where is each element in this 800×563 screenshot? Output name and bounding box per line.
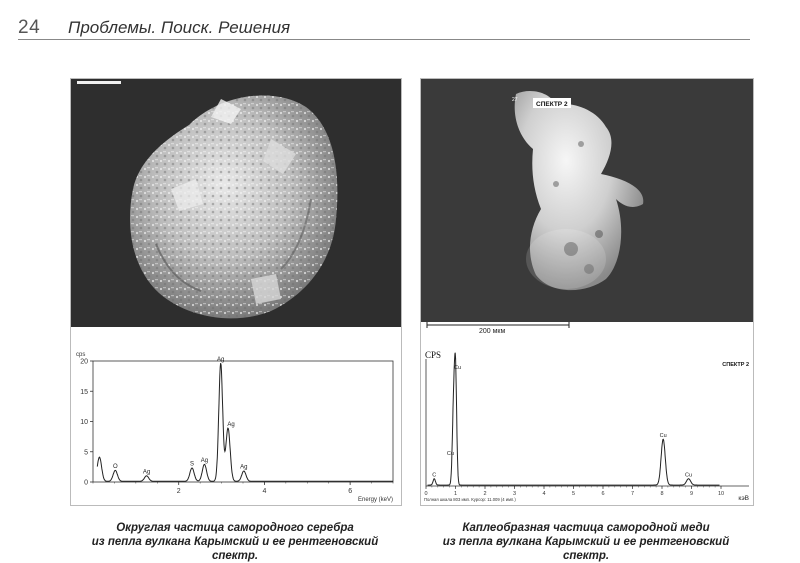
y-tick-label: 0 [84,479,88,487]
spectrum-panel [71,327,401,505]
header-rule [18,39,750,40]
caption-right-line2: из пепла вулкана Карымский и ее рентгеновский спектр. [442,536,730,562]
peak-label: Ag [227,421,235,428]
peak-label: Cu [685,472,693,479]
scale-bar-label: 200 мкм [479,328,506,335]
caption-right-line1: Каплеобразная частица самородной меди [462,522,710,534]
caption-left-line1: Округлая частица самородного серебра [116,522,354,534]
image-marker: 27 [512,97,518,103]
x-tick-label: 8 [660,491,664,497]
figure-right [420,78,754,506]
spectrum-legend: СПЕКТР 2 [722,362,749,368]
page-number: 24 [18,17,41,38]
x-tick-label: 7 [630,491,635,497]
x-tick-label: 4 [542,491,546,497]
right-figure-svg [421,79,753,505]
x-tick-label: 2 [483,491,487,497]
x-tick-label: 9 [689,491,694,497]
peak-label: Cu [446,450,454,457]
peak-label: C [432,472,437,479]
peak-label: S [189,461,195,468]
journal-title: Проблемы. Поиск. Решения [68,18,291,37]
scale-bar [77,81,121,84]
x-unit-label: кэВ [738,495,749,502]
cps-label: CPS [425,350,442,360]
peak-label: Ag [200,458,209,465]
x-axis-label: Energy (keV) [357,497,393,503]
y-unit-label: cps [76,352,86,358]
spectrum-panel [421,322,753,505]
peak-label: O [112,464,118,471]
figure-left [70,78,402,506]
image-spectrum-label: СПЕКТР 2 [536,101,568,108]
page-header [0,0,800,40]
y-tick-label: 5 [84,449,88,457]
caption-left-line2: из пепла вулкана Карымский и ее рентгеновский спектр. [91,536,379,562]
x-tick-label: 2 [176,488,181,495]
y-tick-label: 10 [80,419,88,426]
peak-label: Ag [240,464,248,471]
peak-label: Ag [142,469,151,476]
x-tick-label: 1 [453,491,458,497]
y-tick-label: 15 [80,388,88,396]
peak-label: Cu [453,365,462,372]
status-line: Полная шкала 803 имп. Курсор: 11.009 (4 имп.) [424,497,516,502]
x-tick-label: 4 [262,488,267,495]
x-tick-label: 6 [601,491,605,497]
x-tick-label: 0 [424,491,428,497]
x-tick-label: 10 [717,491,725,497]
peak-label: Ag [217,357,225,364]
peak-label: Cu [659,433,667,440]
x-tick-label: 6 [348,488,353,495]
x-tick-label: 5 [571,491,576,497]
y-tick-label: 20 [80,358,88,366]
left-figure-svg [71,79,401,505]
x-tick-label: 3 [512,491,517,497]
